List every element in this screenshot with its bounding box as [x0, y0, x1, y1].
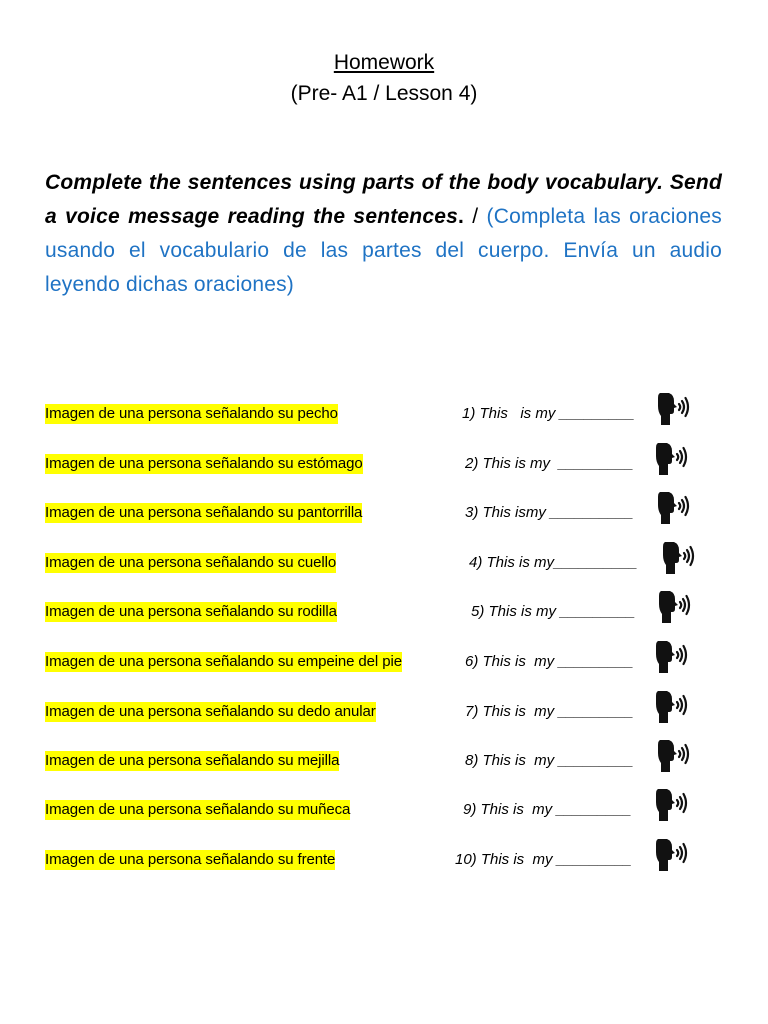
image-placeholder-text: Imagen de una persona señalando su pecho — [45, 405, 338, 422]
image-placeholder-text: Imagen de una persona señalando su cuello — [45, 554, 337, 571]
image-placeholder-text: Imagen de una persona señalando su empeine del pie — [45, 653, 402, 670]
speaking-head-icon[interactable] — [655, 640, 691, 676]
speaking-head-icon[interactable] — [662, 541, 698, 577]
sentence-blank: 4) This is my__________ — [469, 554, 638, 571]
instructions-english: Complete the sentences using parts of the body vocabulary. Send a voice message reading the sentences — [45, 171, 722, 228]
sentence-blank: 8) This is my _________ — [465, 752, 634, 769]
sentence-blank: 9) This is my _________ — [463, 801, 632, 818]
exercise-row — [0, 454, 768, 494]
image-placeholder-text: Imagen de una persona señalando su muñeca — [45, 801, 351, 818]
instructions-period: . — [457, 205, 465, 228]
exercise-row — [0, 751, 768, 791]
sentence-blank: 2) This is my _________ — [465, 455, 634, 472]
instructions-spanish: (Completa las oraciones usando el vocabulario de las partes del cuerpo. Envía un audio leyendo dichas oraciones) — [45, 205, 723, 296]
sentence-blank: 7) This is my _________ — [465, 703, 634, 720]
speaking-head-icon[interactable] — [655, 788, 691, 824]
exercise-row — [0, 553, 768, 593]
image-placeholder-text: Imagen de una persona señalando su dedo anular — [45, 703, 376, 720]
image-placeholder-text: Imagen de una persona señalando su pantorrilla — [45, 504, 363, 521]
speaking-head-icon[interactable] — [658, 590, 694, 626]
image-placeholder-text: Imagen de una persona señalando su mejilla — [45, 752, 340, 769]
instructions-separator: / — [464, 205, 487, 228]
page-subtitle: (Pre- A1 / Lesson 4) — [290, 82, 478, 105]
sentence-blank: 1) This is my _________ — [462, 405, 635, 422]
exercise-row — [0, 702, 768, 742]
image-placeholder-text: Imagen de una persona señalando su rodilla — [45, 603, 337, 620]
exercise-row — [0, 602, 768, 642]
speaking-head-icon[interactable] — [655, 690, 691, 726]
speaking-head-icon[interactable] — [657, 392, 693, 428]
instructions-paragraph — [45, 166, 722, 302]
exercise-row — [0, 652, 768, 692]
speaking-head-icon[interactable] — [657, 491, 693, 527]
speaking-head-icon[interactable] — [655, 838, 691, 874]
image-placeholder-text: Imagen de una persona señalando su estómago — [45, 455, 363, 472]
exercise-row — [0, 850, 768, 890]
sentence-blank: 3) This ismy __________ — [465, 504, 634, 521]
sentence-blank: 10) This is my _________ — [455, 851, 632, 868]
image-placeholder-text: Imagen de una persona señalando su frente — [45, 851, 336, 868]
sentence-blank: 5) This is my _________ — [471, 603, 636, 620]
page-title: Homework — [333, 51, 435, 74]
speaking-head-icon[interactable] — [655, 442, 691, 478]
exercise-row — [0, 503, 768, 543]
sentence-blank: 6) This is my _________ — [465, 653, 634, 670]
exercise-row — [0, 800, 768, 840]
exercise-row — [0, 404, 768, 444]
speaking-head-icon[interactable] — [657, 739, 693, 775]
